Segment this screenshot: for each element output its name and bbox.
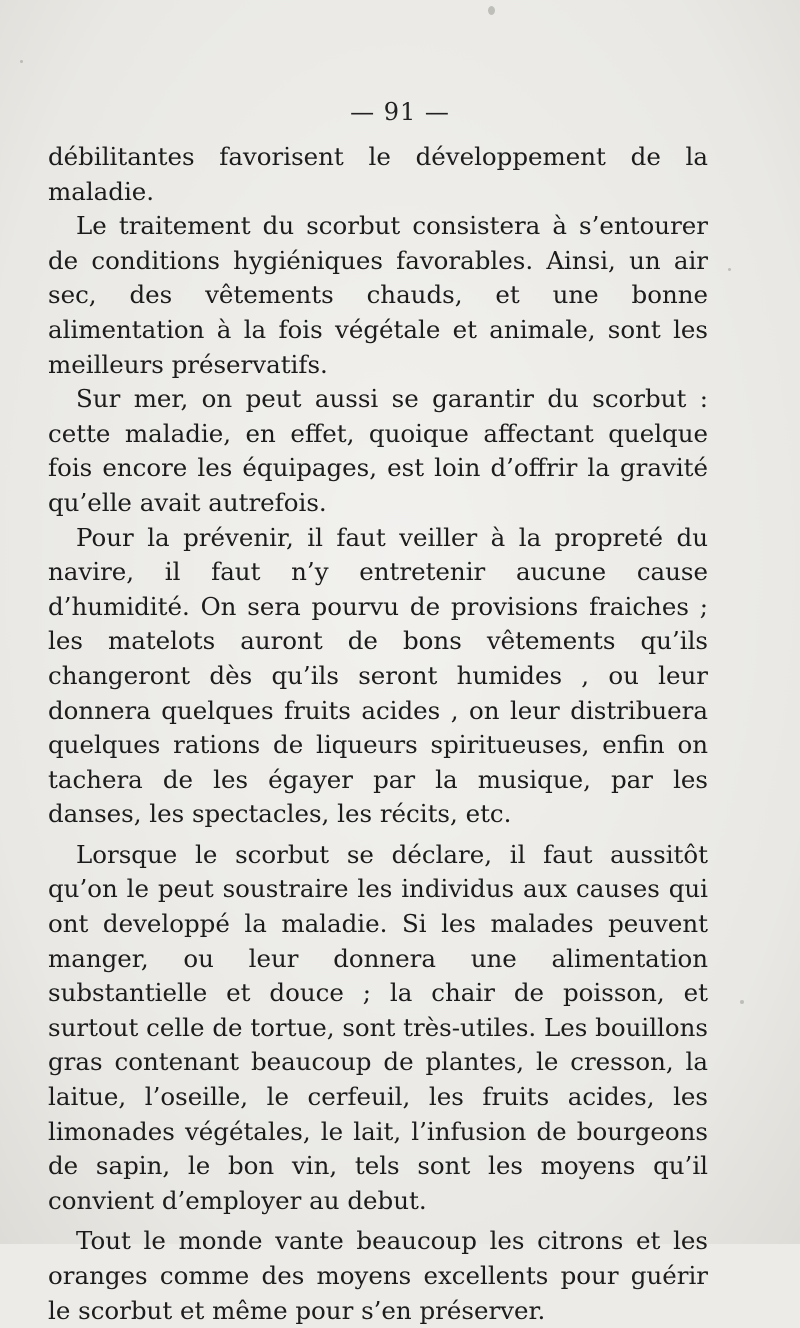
page-number: — 91 — (350, 98, 450, 126)
paragraph-5: Lorsque le scorbut se déclare, il faut aussitôt qu’on le peut soustraire les individus aux causes qui ont developpé la maladie. Si les malades peuvent manger, ou leur donnera une alimentation substantielle et douce ; la chair de poisson, et surtout celle de tortue, sont très-utiles. Les bouillons gras contenant beaucoup de plantes, le cresson, la laitue, l’oseille, le cerfeuil, les fruits acides, les limonades végétales, le lait, l’infusion de bourgeons de sapin, le bon vin, tels sont les moyens qu’il convient d’employer au debut. (48, 839, 708, 1215)
paragraph-2: Le traitement du scorbut consistera à s’entourer de conditions hygiéniques favorables. Ainsi, un air sec, des vêtements chauds, et une bonne alimentation à la fois végétale et animale, sont les meilleurs préservatifs. (48, 211, 708, 379)
paragraph-3: Sur mer, on peut aussi se garantir du scorbut : cette maladie, en effet, quoique affectant quelque fois encore les équipages, est loin d’offrir la gravité qu’elle avait autrefois. (48, 384, 708, 517)
ink-speck (20, 60, 23, 63)
ink-speck (488, 6, 495, 15)
paragraph-1: débilitantes favorisent le développement de la maladie. (48, 142, 708, 206)
body-text (48, 140, 708, 1328)
ink-speck (728, 268, 731, 271)
paragraph-4: Pour la prévenir, il faut veiller à la propreté du navire, il faut n’y entretenir aucune cause d’humidité. On sera pourvu de provisions fraiches ; les matelots auront de bons vêtements qu’ils changeront dès qu’ils seront humides , ou leur donnera quelques fruits acides , on leur distribuera quelques rations de liqueurs spiritueuses, enfin on tachera de les égayer par la musique, par les danses, les spectacles, les récits, etc. (48, 522, 708, 829)
paragraph-6: Tout le monde vante beaucoup les citrons et les oranges comme des moyens excellents pour guérir le scorbut et même pour s’en préserver. (48, 1226, 708, 1325)
ink-speck (740, 1000, 744, 1004)
